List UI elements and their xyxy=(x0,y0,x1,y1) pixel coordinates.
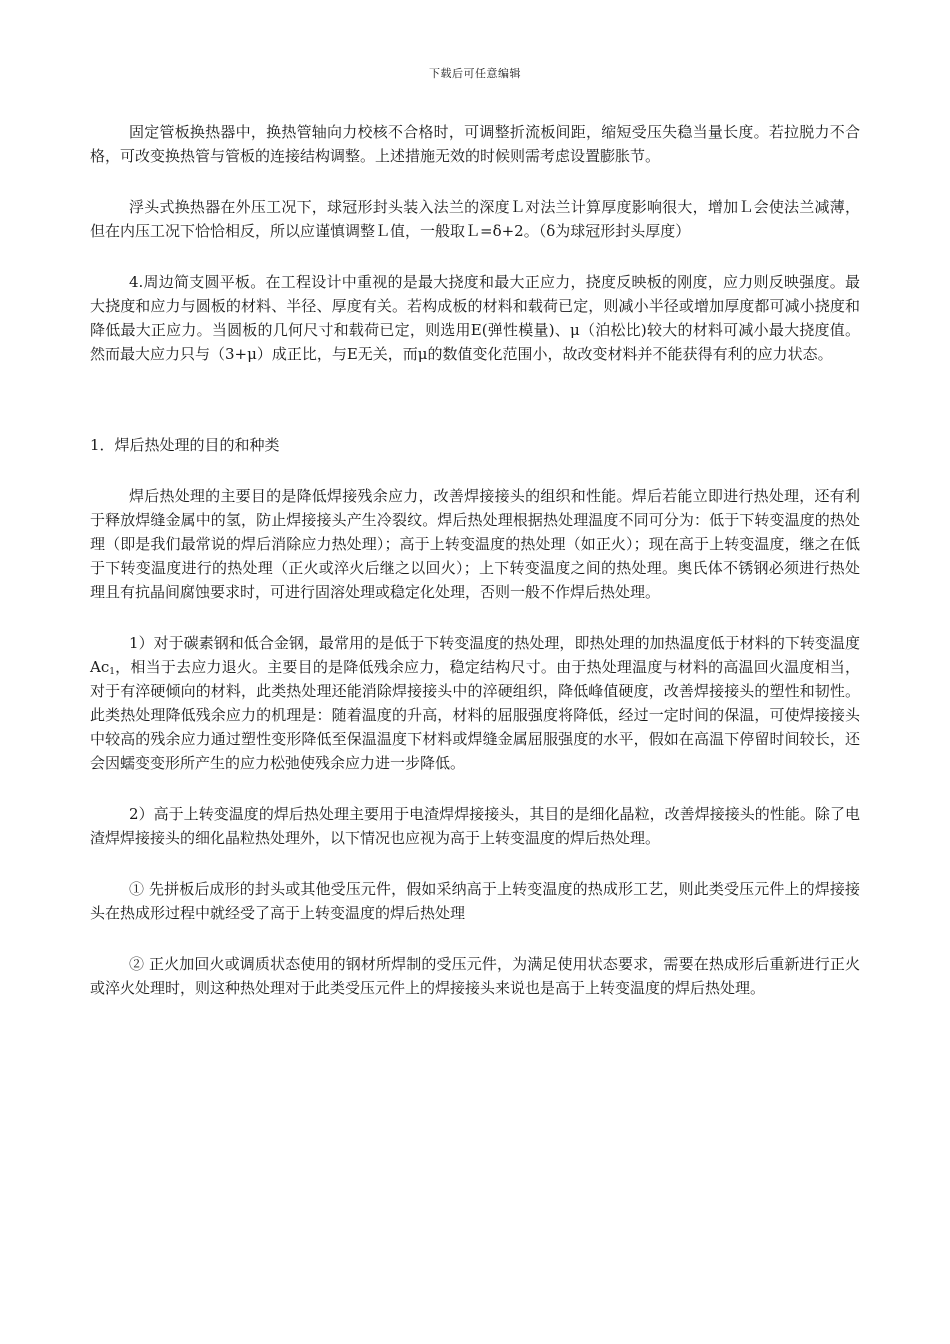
section-gap xyxy=(90,393,860,433)
page-header: 下载后可任意编辑 xyxy=(429,67,521,80)
paragraph-electroslag: 2）高于上转变温度的焊后热处理主要用于电渣焊焊接接头，其目的是细化晶粒，改善焊接接头的性能。除了电渣焊焊接接头的细化晶粒热处理外，以下情况也应视为高于上转变温度的焊后热处理。 xyxy=(90,805,860,847)
paragraph-carbon-steel xyxy=(90,631,860,775)
paragraph-carbon-steel-part2: ，相当于去应力退火。主要目的是降低残余应力，稳定结构尺寸。由于热处理温度与材料的高温回火温度相当，对于有淬硬倾向的材料，此类热处理还能消除焊接接头中的淬硬组织，降低峰值硬度，改善焊接接头的塑性和韧性。此类热处理降低残余应力的机理是：随着温度的升高，材料的屈服强度将降低，经过一定时间的保温，可使焊接接头中较高的残余应力通过塑性变形降低至保温温度下材料或焊缝金属屈服强度的水平，假如在高温下停留时间较长，还会因蠕变变形所产生的应力松弛使残余应力进一步降低。 xyxy=(90,658,860,772)
paragraph-item-1: ① 先拼板后成形的封头或其他受压元件，假如采纳高于上转变温度的热成形工艺，则此类受压元件上的焊接接头在热成形过程中就经受了高于上转变温度的焊后热处理 xyxy=(90,880,860,922)
paragraph-floating-head: 浮头式换热器在外压工况下，球冠形封头装入法兰的深度Ｌ对法兰计算厚度影响很大，增加Ｌ会使法兰减薄，但在内压工况下恰恰相反，所以应谨慎调整Ｌ值，一般取Ｌ=δ+2。（δ为球冠形封头厚度） xyxy=(90,198,860,240)
paragraph-item-2: ② 正火加回火或调质状态使用的钢材所焊制的受压元件，为满足使用状态要求，需要在热成形后重新进行正火或淬火处理时，则这种热处理对于此类受压元件上的焊接接头来说也是高于上转变温度的焊后热处理。 xyxy=(90,955,860,997)
paragraph-pwht-purpose: 焊后热处理的主要目的是降低焊接残余应力，改善焊接接头的组织和性能。焊后若能立即进行热处理，还有利于释放焊缝金属中的氢，防止焊接接头产生冷裂纹。焊后热处理根据热处理温度不同可分为：低于下转变温度的热处理（即是我们最常说的焊后消除应力热处理）；高于上转变温度的热处理（如正火）；现在高于上转变温度，继之在低于下转变温度进行的热处理（正火或淬火后继之以回火）；上下转变温度之间的热处理。奥氏体不锈钢必须进行热处理且有抗晶间腐蚀要求时，可进行固溶处理或稳定化处理，否则一般不作焊后热处理。 xyxy=(90,487,860,601)
paragraph-circular-plate: 4.周边简支圆平板。在工程设计中重视的是最大挠度和最大正应力，挠度反映板的刚度，应力则反映强度。最大挠度和应力与圆板的材料、半径、厚度有关。若构成板的材料和载荷已定，则减小半径或增加厚度都可减小挠度和降低最大正应力。当圆板的几何尺寸和载荷已定，则选用E(弹性模量)、μ（泊松比)较大的材料可减小最大挠度值。然而最大应力只与（3+μ）成正比，与E无关，而μ的数值变化范围小，故改变材料并不能获得有利的应力状态。 xyxy=(90,273,860,363)
ac1-subscript: 1 xyxy=(109,667,115,677)
document-body xyxy=(90,120,860,1027)
paragraph-fixed-tube-sheet: 固定管板换热器中，换热管轴向力校核不合格时，可调整折流板间距，缩短受压失稳当量长度。若拉脱力不合格，可改变换热管与管板的连接结构调整。上述措施无效的时候则需考虑设置膨胀节。 xyxy=(90,123,860,165)
section-heading: 1．焊后热处理的目的和种类 xyxy=(90,436,280,454)
paragraph-carbon-steel-part1: 1）对于碳素钢和低合金钢，最常用的是低于下转变温度的热处理，即热处理的加热温度低于材料的下转变温度Ac xyxy=(90,634,860,676)
